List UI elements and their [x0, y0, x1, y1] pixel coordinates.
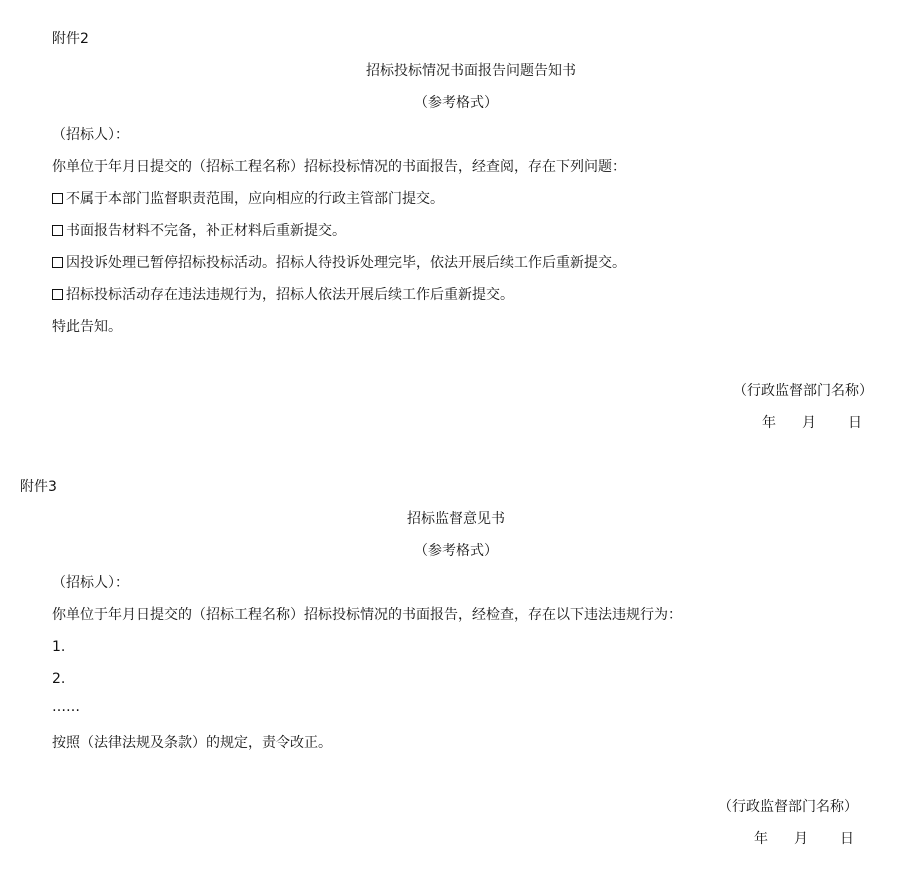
attachment-2-label: 附件2: [52, 31, 89, 47]
checkbox-icon: [52, 289, 63, 300]
doc3-item-1: 1.: [52, 639, 66, 655]
date-year: 年: [754, 831, 768, 847]
doc2-closing: 特此告知。: [52, 319, 122, 335]
doc2-checklist-item-1: 不属于本部门监督职责范围，应向相应的行政主管部门提交。: [52, 189, 444, 209]
checkbox-icon: [52, 257, 63, 268]
doc3-title: 招标监督意见书: [407, 511, 505, 527]
checkbox-icon: [52, 225, 63, 236]
doc3-signature: （行政监督部门名称）: [718, 799, 858, 815]
attachment-3-label: 附件3: [20, 479, 57, 495]
doc2-checklist-item-2: 书面报告材料不完备，补正材料后重新提交。: [52, 221, 346, 241]
date-year: 年: [762, 415, 776, 431]
doc2-signature: （行政监督部门名称）: [733, 383, 873, 399]
doc3-item-2: 2.: [52, 671, 66, 687]
doc3-subtitle: （参考格式）: [414, 543, 498, 559]
date-month: 月: [794, 831, 808, 847]
doc3-intro: 你单位于年月日提交的（招标工程名称）招标投标情况的书面报告，经检查，存在以下违法违规行为：: [52, 607, 682, 623]
doc3-conclusion: 按照（法律法规及条款）的规定，责令改正。: [52, 735, 332, 751]
doc3-date: [754, 829, 854, 849]
doc3-item-ellipsis: ……: [52, 699, 80, 715]
doc3-recipient: （招标人）：: [52, 575, 129, 591]
doc2-checklist-item-3: 因投诉处理已暂停招标投标活动。招标人待投诉处理完毕，依法开展后续工作后重新提交。: [52, 253, 626, 273]
date-day: 日: [840, 831, 854, 847]
date-day: 日: [848, 415, 862, 431]
date-month: 月: [802, 415, 816, 431]
checkbox-icon: [52, 193, 63, 204]
doc2-title: 招标投标情况书面报告问题告知书: [366, 63, 576, 79]
doc2-checklist-item-4: 招标投标活动存在违法违规行为，招标人依法开展后续工作后重新提交。: [52, 285, 514, 305]
doc2-recipient: （招标人）：: [52, 127, 129, 143]
doc2-subtitle: （参考格式）: [414, 95, 498, 111]
doc2-date: [762, 413, 862, 433]
doc2-intro: 你单位于年月日提交的（招标工程名称）招标投标情况的书面报告，经查阅，存在下列问题：: [52, 159, 626, 175]
